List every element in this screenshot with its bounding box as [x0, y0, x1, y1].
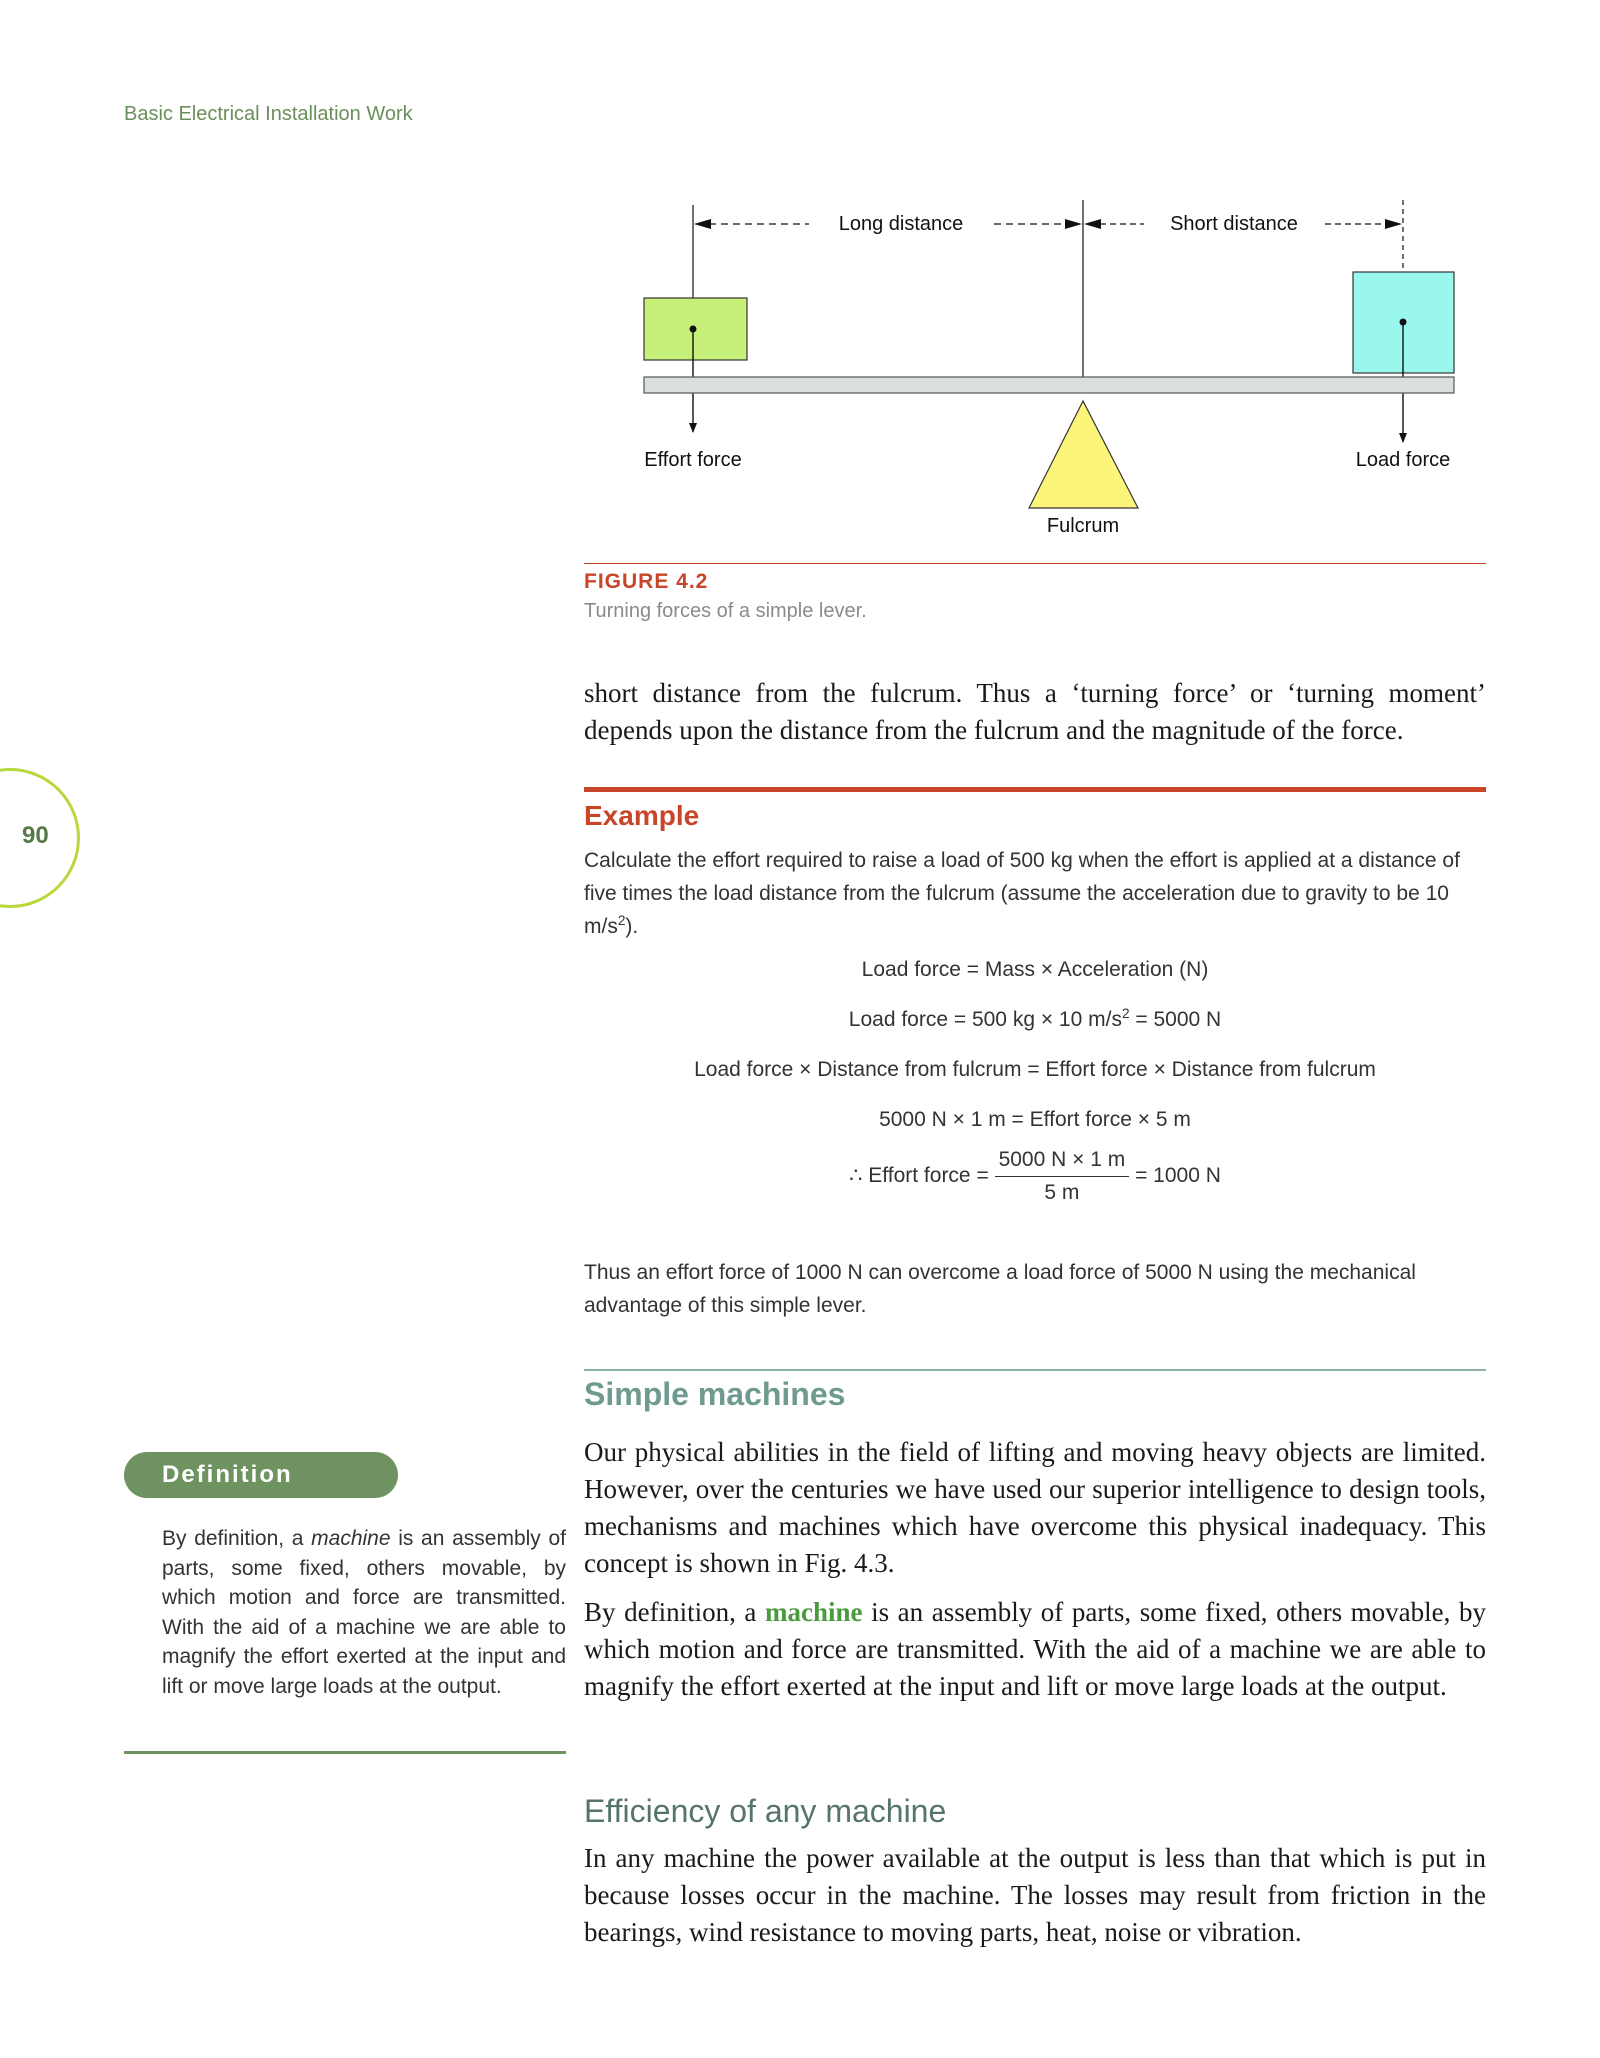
fulcrum-label: Fulcrum [1046, 515, 1120, 537]
efficiency-paragraph: In any machine the power available at the output is less than that which is put in because losses occur in the machine. The losses may result from friction in the bearings, wind resistance to moving parts, heat, noise or vibration. [584, 1843, 1486, 1947]
equation-5-lhs: ∴ Effort force = [849, 1164, 989, 1188]
simple-machines-paragraph-2: By definition, a machine is an assembly of parts, some fixed, others movable, by which motion and force are transmitted. With the aid of a machine we are able to magnify the effort exerted at the input and lift or move large loads at the output. [584, 1597, 1486, 1701]
figure-caption: Turning forces of a simple lever. [584, 600, 867, 622]
page-number: 90 [22, 822, 49, 849]
example-conclusion: Thus an effort force of 1000 N can overcome a load force of 5000 N using the mechanical advantage of this simple lever. [584, 1261, 1416, 1317]
lever-diagram [584, 180, 1486, 550]
fulcrum-triangle [1029, 401, 1138, 508]
figure-label: FIGURE 4.2 [584, 570, 709, 593]
definition-term: machine [311, 1527, 391, 1550]
lever-beam [644, 377, 1454, 393]
simple-machines-paragraph-1: Our physical abilities in the field of lifting and moving heavy objects are limited. However, over the centuries we have used our superior intelligence to design tools, mechanisms and machines which have overcome this physical inadequacy. This concept is shown in Fig. 4.3. [584, 1437, 1486, 1578]
definition-heading: Definition [162, 1461, 293, 1488]
long-distance-label: Long distance [838, 213, 964, 235]
figure-rule [584, 563, 1486, 564]
long-distance-arrow-left [694, 219, 711, 229]
example-rule [584, 787, 1486, 792]
equation-3: Load force × Distance from fulcrum = Effort force × Distance from fulcrum [694, 1058, 1376, 1081]
equation-1: Load force = Mass × Acceleration (N) [861, 958, 1209, 981]
load-force-label: Load force [1355, 449, 1451, 471]
fraction-numerator: 5000 N × 1 m [995, 1148, 1130, 1177]
definition-text: By definition, a machine is an assembly of parts, some fixed, others movable, by which motion and force are transmitted. With the aid of a machine we are able to magnify the effort exerted at the input and lift or move large loads at the output. [162, 1527, 566, 1698]
section-title-efficiency: Efficiency of any machine [584, 1793, 947, 1829]
short-distance-label: Short distance [1170, 213, 1298, 235]
definition-rule [124, 1751, 566, 1754]
short-distance-arrow-left [1084, 219, 1101, 229]
intro-paragraph: short distance from the fulcrum. Thus a ‘turning force’ or ‘turning moment’ depends upon the distance from the fulcrum and the magnitude of the force. [584, 678, 1486, 745]
equation-4: 5000 N × 1 m = Effort force × 5 m [879, 1108, 1191, 1131]
fraction-denominator: 5 m [1044, 1181, 1080, 1204]
example-title: Example [584, 800, 700, 831]
effort-force-label: Effort force [644, 449, 742, 471]
section-rule [584, 1369, 1486, 1371]
long-distance-arrow-right [1065, 219, 1082, 229]
running-header: Basic Electrical Installation Work [124, 103, 413, 125]
section-title-simple-machines: Simple machines [584, 1376, 846, 1412]
example-question: Calculate the effort required to raise a load of 500 kg when the effort is applied at a distance of five times the load distance from the fulcrum (assume the acceleration due to gravity to be 10 $m/s^2$). [584, 849, 1460, 938]
machine-term: machine [764, 1597, 863, 1627]
equation-5-fraction [995, 1148, 1130, 1205]
equation-5 [584, 1148, 1486, 1205]
equation-5-rhs: = 1000 N [1135, 1164, 1221, 1188]
equation-2: Load force = 500 kg × 10 $m/s^2 = 5000$ N [848, 1006, 1222, 1031]
short-distance-arrow-right [1385, 219, 1402, 229]
